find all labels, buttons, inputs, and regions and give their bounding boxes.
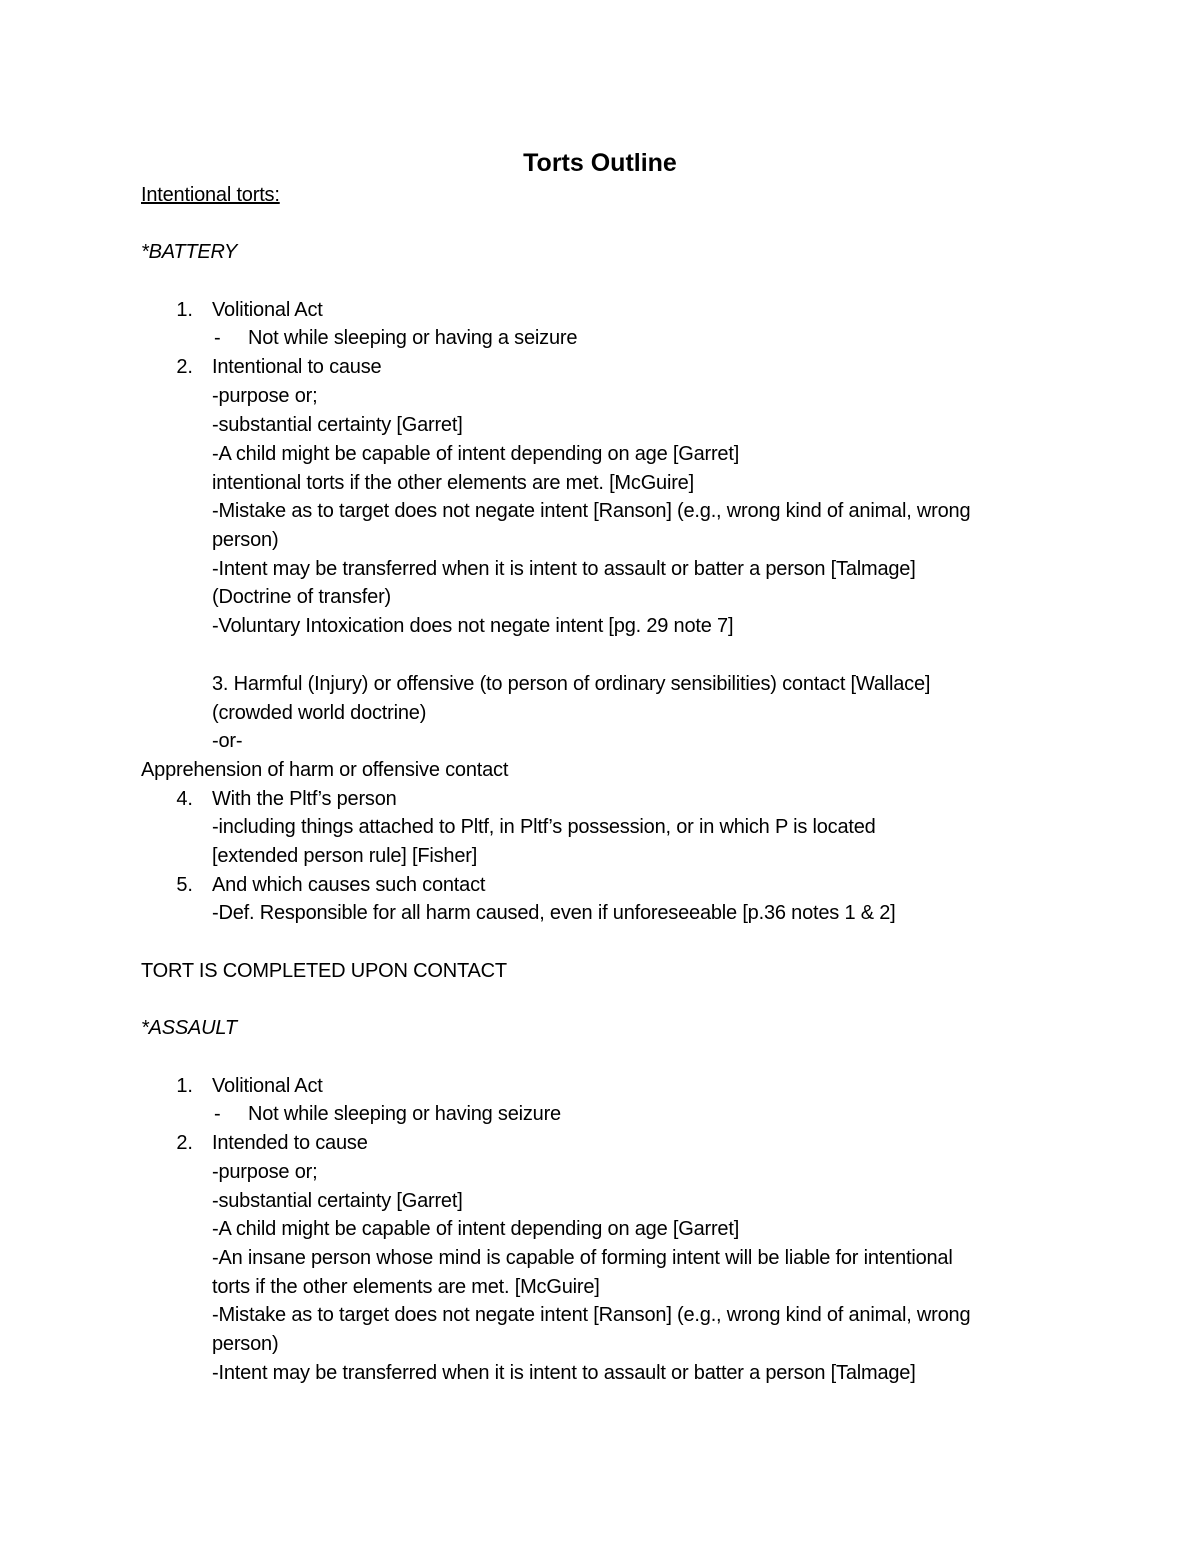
battery-item2-line: -purpose or;	[212, 385, 318, 407]
battery-item3-line: (crowded world doctrine)	[212, 702, 427, 724]
battery-apprehension: Apprehension of harm or offensive contact	[141, 759, 509, 781]
battery-item2-line: -A child might be capable of intent depending on age [Garret]	[212, 443, 740, 465]
battery-item2: Intentional to cause	[212, 356, 382, 378]
battery-item3-line: -or-	[212, 730, 243, 752]
assault-item1-dash: -	[214, 1103, 221, 1125]
battery-item1-dash: -	[214, 327, 221, 349]
assault-item2-line: -Mistake as to target does not negate intent [Ranson] (e.g., wrong kind of animal, wrong	[212, 1304, 971, 1326]
battery-item2-line: person)	[212, 529, 279, 551]
battery-item4-number: 4.	[176, 788, 193, 810]
battery-item2-line: (Doctrine of transfer)	[212, 586, 391, 608]
battery-item4-line: [extended person rule] [Fisher]	[212, 845, 478, 867]
battery-item3-line: 3. Harmful (Injury) or offensive (to person of ordinary sensibilities) contact [Wallace]	[212, 673, 931, 695]
assault-item2-line: -Intent may be transferred when it is intent to assault or batter a person [Talmage]	[212, 1362, 916, 1384]
assault-item2: Intended to cause	[212, 1132, 368, 1154]
battery-item2-line: -Mistake as to target does not negate intent [Ranson] (e.g., wrong kind of animal, wrong	[212, 500, 971, 522]
assault-item1-sub: Not while sleeping or having seizure	[248, 1103, 561, 1125]
assault-item2-line: -substantial certainty [Garret]	[212, 1190, 463, 1212]
battery-heading: *BATTERY	[141, 241, 238, 263]
page-title: Torts Outline	[523, 149, 677, 177]
assault-item1-number: 1.	[176, 1075, 193, 1097]
battery-item5-sub: -Def. Responsible for all harm caused, even if unforeseeable [p.36 notes 1 & 2]	[212, 902, 896, 924]
battery-item2-line: intentional torts if the other elements are met. [McGuire]	[212, 472, 694, 494]
assault-heading: *ASSAULT	[141, 1017, 237, 1039]
assault-item2-number: 2.	[176, 1132, 193, 1154]
assault-item2-line: -purpose or;	[212, 1161, 318, 1183]
section-heading-intentional-torts: Intentional torts:	[141, 184, 280, 206]
tort-completed-note: TORT IS COMPLETED UPON CONTACT	[141, 960, 507, 982]
battery-item5-number: 5.	[176, 874, 193, 896]
battery-item1-number: 1.	[176, 299, 193, 321]
battery-item5: And which causes such contact	[212, 874, 486, 896]
battery-item1-sub: Not while sleeping or having a seizure	[248, 327, 578, 349]
battery-item2-line: -Voluntary Intoxication does not negate intent [pg. 29 note 7]	[212, 615, 734, 637]
battery-item4: With the Pltf’s person	[212, 788, 397, 810]
battery-item2-line: -substantial certainty [Garret]	[212, 414, 463, 436]
assault-item2-line: -A child might be capable of intent depending on age [Garret]	[212, 1218, 740, 1240]
battery-item4-line: -including things attached to Pltf, in Pltf’s possession, or in which P is located	[212, 816, 876, 838]
battery-item2-number: 2.	[176, 356, 193, 378]
battery-item1: Volitional Act	[212, 299, 323, 321]
assault-item1: Volitional Act	[212, 1075, 323, 1097]
battery-item2-line: -Intent may be transferred when it is intent to assault or batter a person [Talmage]	[212, 558, 916, 580]
assault-item2-line: torts if the other elements are met. [McGuire]	[212, 1276, 600, 1298]
assault-item2-line: -An insane person whose mind is capable of forming intent will be liable for intentional	[212, 1247, 953, 1269]
assault-item2-line: person)	[212, 1333, 279, 1355]
